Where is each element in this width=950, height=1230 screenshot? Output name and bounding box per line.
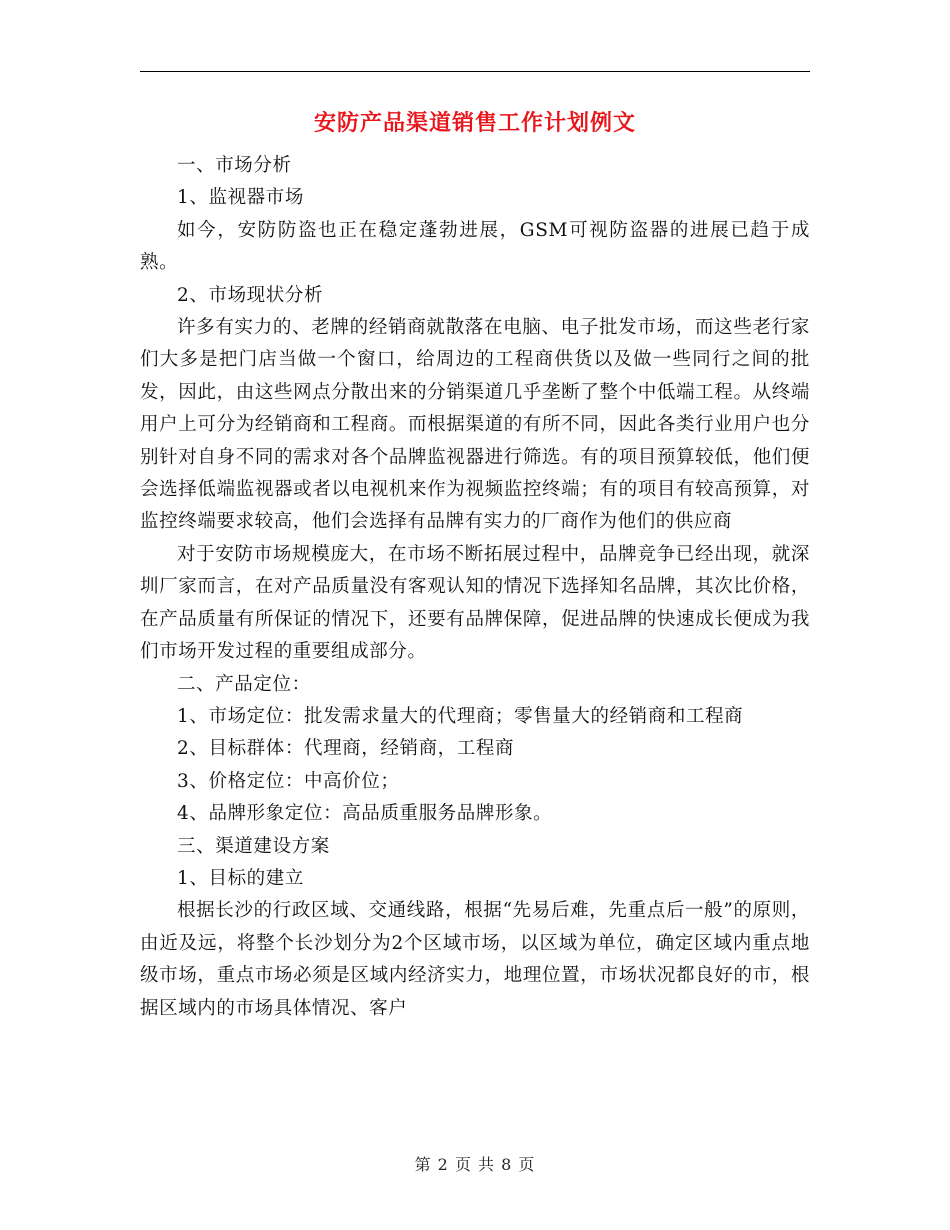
- subheading-goal-setting: 1、目标的建立: [177, 867, 304, 889]
- paragraph-brand-competition: 对于安防市场规模庞大，在市场不断拓展过程中，品牌竞争已经出现，就深圳厂家而言，在对产品质量没有客观认知的情况下选择知名品牌，其次比价格，在产品质量有所保证的情况下，还要有品牌保障，促进品牌的快速成长便成为我们市场开发过程的重要组成部分。: [140, 543, 810, 663]
- document-title: 安防产品渠道销售工作计划例文: [313, 110, 636, 136]
- document-body: [140, 150, 810, 1025]
- paragraph-market-status: 许多有实力的、老牌的经销商就散落在电脑、电子批发市场，而这些老行家们大多是把门店当做一个窗口，给周边的工程商供货以及做一些同行之间的批发，因此，由这些网点分散出来的分销渠道几乎垄断了整个中低端工程。从终端用户上可分为经销商和工程商。而根据渠道的有所不同，因此各类行业用户也分别针对自身不同的需求对各个品牌监视器进行筛选。有的项目预算较低，他们便会选择低端监视器或者以电视机来作为视频监控终端；有的项目有较高预算，对监控终端要求较高，他们会选择有品牌有实力的厂商作为他们的供应商: [140, 317, 810, 533]
- paragraph-monitor-market: 如今，安防防盗也正在稳定蓬勃进展，GSM可视防盗器的进展已趋于成熟。: [140, 219, 810, 274]
- section-heading-channel-plan: 三、渠道建设方案: [177, 835, 330, 857]
- subheading-monitor-market: 1、监视器市场: [177, 187, 304, 209]
- subheading-market-status: 2、市场现状分析: [177, 284, 324, 306]
- section-heading-product-positioning: 二、产品定位：: [177, 673, 311, 695]
- list-item-target-group: 2、目标群体：代理商，经销商，工程商: [177, 738, 515, 760]
- list-item-market-positioning: 1、市场定位：批发需求量大的代理商；零售量大的经销商和工程商: [177, 705, 744, 727]
- list-item-price-positioning: 3、价格定位：中高价位；: [177, 770, 400, 792]
- header-rule: [140, 71, 810, 72]
- page-number-footer: 第 2 页 共 8 页: [414, 1155, 536, 1174]
- section-heading-market-analysis: 一、市场分析: [177, 155, 292, 176]
- paragraph-goal-setting: 根据长沙的行政区域、交通线路，根据“先易后难，先重点后一般”的原则，由近及远，将整个长沙划分为2个区域市场，以区域为单位，确定区域内重点地级市场，重点市场必须是区域内经济实力，地理位置，市场状况都良好的市，根据区域内的市场具体情况、客户: [140, 900, 810, 1019]
- list-item-brand-image: 4、品牌形象定位：高品质重服务品牌形象。: [177, 803, 553, 825]
